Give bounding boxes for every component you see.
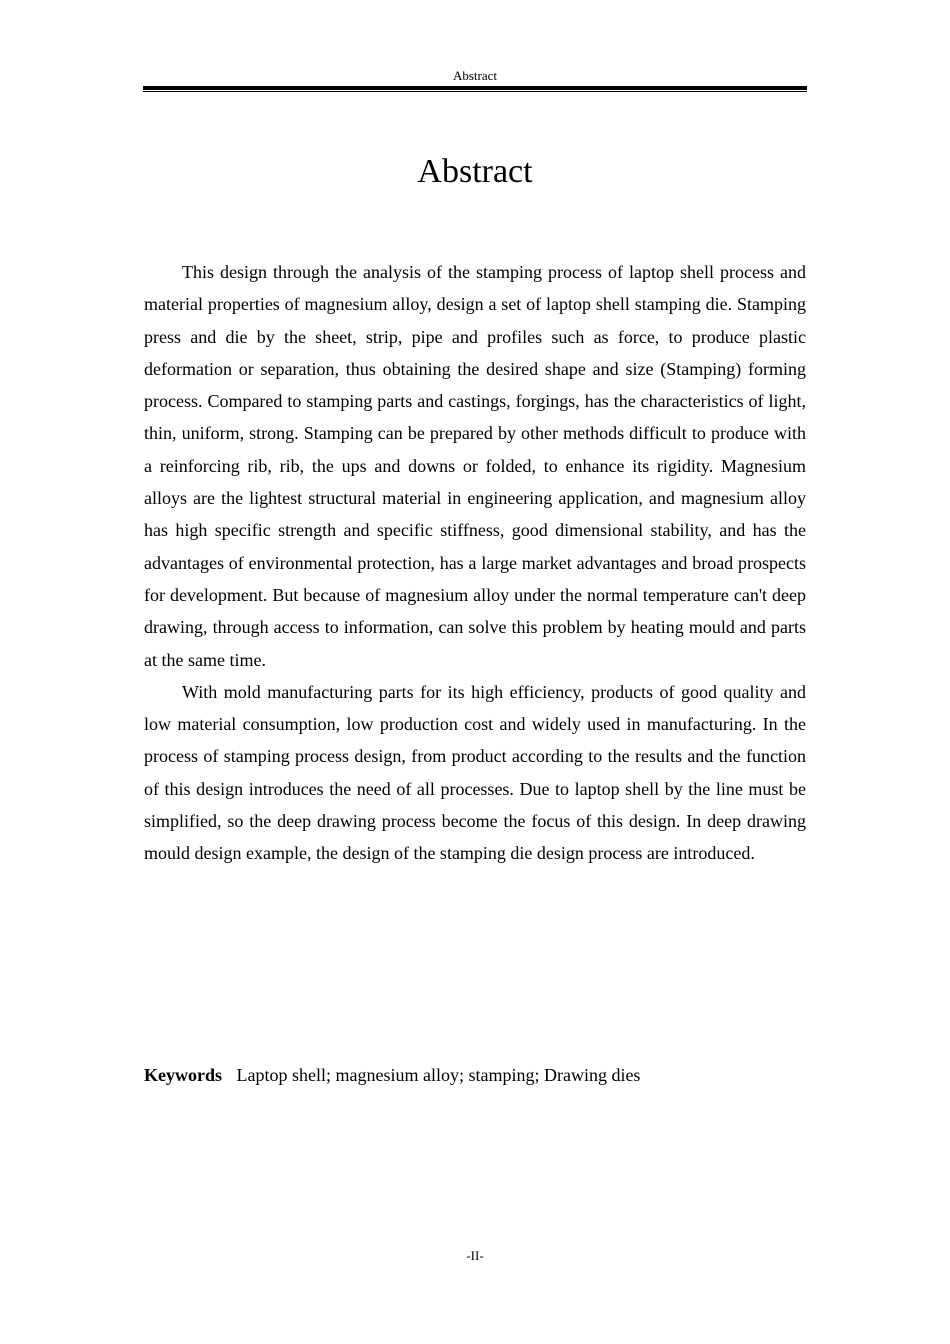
keywords-line — [144, 1061, 806, 1089]
abstract-paragraph-2: With mold manufacturing parts for its high efficiency, products of good quality and low material consumption, low production cost and widely used in manufacturing. In the process of stamping process design, from product according to the results and the function of this design introduces the need of all processes. Due to laptop shell by the line must be simplified, so the deep drawing process become the focus of this design. In deep drawing mould design example, the design of the stamping die design process are introduced. — [144, 681, 806, 864]
keywords-label: Keywords — [144, 1065, 222, 1085]
header-rule-thin — [143, 91, 807, 92]
running-header: Abstract — [452, 68, 498, 83]
keywords-value: Laptop shell; magnesium alloy; stamping; Drawing dies — [236, 1065, 641, 1085]
page-title: Abstract — [417, 153, 533, 190]
abstract-body — [144, 256, 806, 870]
abstract-paragraph-1: This design through the analysis of the stamping process of laptop shell process and material properties of magnesium alloy, design a set of laptop shell stamping die. Stamping press and die by the sheet, strip, pipe and profiles such as force, to produce plastic deformation or separation, thus obtaining the desired shape and size (Stamping) forming process. Compared to stamping parts and castings, forgings, has the characteristics of light, thin, uniform, strong. Stamping can be prepared by other methods difficult to produce with a reinforcing rib, rib, the ups and downs or folded, to enhance its rigidity. Magnesium alloys are the lightest structural material in engineering application, and magnesium alloy has high specific strength and specific stiffness, good dimensional stability, and has the advantages of environmental protection, has a large market advantages and broad prospects for development. But because of magnesium alloy under the normal temperature can't deep drawing, through access to information, can solve this problem by heating mould and parts at the same time. — [144, 262, 806, 670]
page-number: -II- — [466, 1248, 484, 1263]
header-rule-thick — [143, 86, 807, 90]
